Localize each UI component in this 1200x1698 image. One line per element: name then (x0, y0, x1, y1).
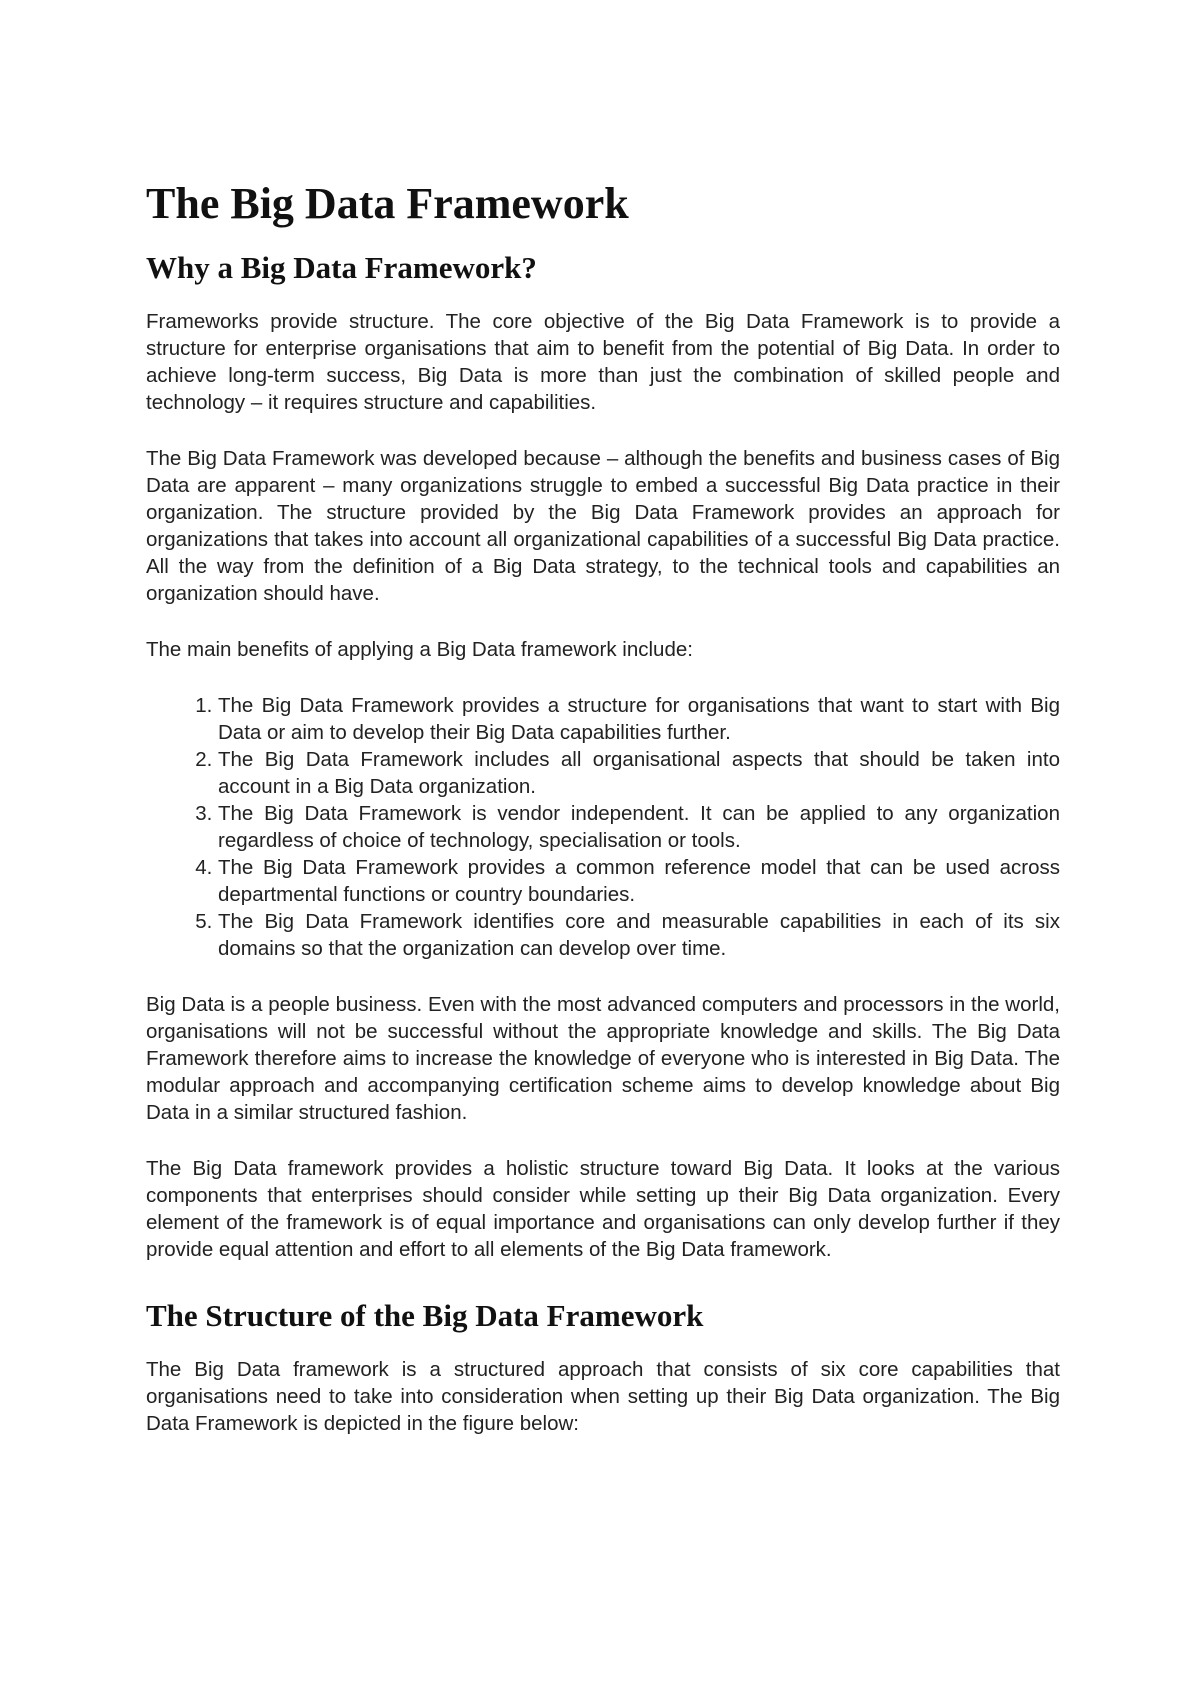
list-item: 5. The Big Data Framework identifies core and measurable capabilities in each of its six domains so that the organization can develop over time. (218, 908, 1060, 962)
paragraph-structure-intro: The Big Data framework is a structured approach that consists of six core capabilities that organisations need to take into consideration when setting up their Big Data organization. The Big Data Framework is depicted in the figure below: (146, 1358, 1060, 1436)
list-item: 1. The Big Data Framework provides a structure for organisations that want to start with Big Data or aim to develop their Big Data capabilities further. (218, 692, 1060, 746)
list-item: 4. The Big Data Framework provides a common reference model that can be used across departmental functions or country boundaries. (218, 854, 1060, 908)
paragraph-developed-because: The Big Data Framework was developed because – although the benefits and business cases of Big Data are apparent – many organizations struggle to embed a successful Big Data practice in their organization. The structure provided by the Big Data Framework provides an approach for organizations that takes into account all organizational capabilities of a successful Big Data practice. All the way from the definition of a Big Data strategy, to the technical tools and capabilities an organization should have. (146, 446, 1060, 605)
paragraph-intro: Frameworks provide structure. The core objective of the Big Data Framework is to provide a structure for enterprise organisations that aim to benefit from the potential of Big Data. In order to achieve long-term success, Big Data is more than just the combination of skilled people and technology – it requires structure and capabilities. (146, 309, 1060, 414)
paragraph-main-benefits: The main benefits of applying a Big Data framework include: (146, 637, 693, 661)
paragraph-holistic-structure: The Big Data framework provides a holistic structure toward Big Data. It looks at the various components that enterprises should consider while setting up their Big Data organization. Every element of the framework is of equal importance and organisations can only develop further if they provide equal attention and effort to all elements of the Big Data framework. (146, 1156, 1060, 1261)
list-item: 3. The Big Data Framework is vendor independent. It can be applied to any organization regardless of choice of technology, specialisation or tools. (218, 800, 1060, 854)
section-heading-structure: The Structure of the Big Data Framework (146, 1297, 704, 1333)
document-page (146, 160, 1060, 1466)
benefits-list (146, 692, 1060, 962)
document-title: The Big Data Framework (146, 179, 629, 228)
paragraph-people-business: Big Data is a people business. Even with the most advanced computers and processors in the world, organisations will not be successful without the appropriate knowledge and skills. The Big Data Framework therefore aims to increase the knowledge of everyone who is interested in Big Data. The modular approach and accompanying certification scheme aims to develop knowledge about Big Data in a similar structured fashion. (146, 992, 1060, 1124)
list-item: 2. The Big Data Framework includes all organisational aspects that should be taken into account in a Big Data organization. (218, 746, 1060, 800)
section-heading-why: Why a Big Data Framework? (146, 249, 537, 285)
